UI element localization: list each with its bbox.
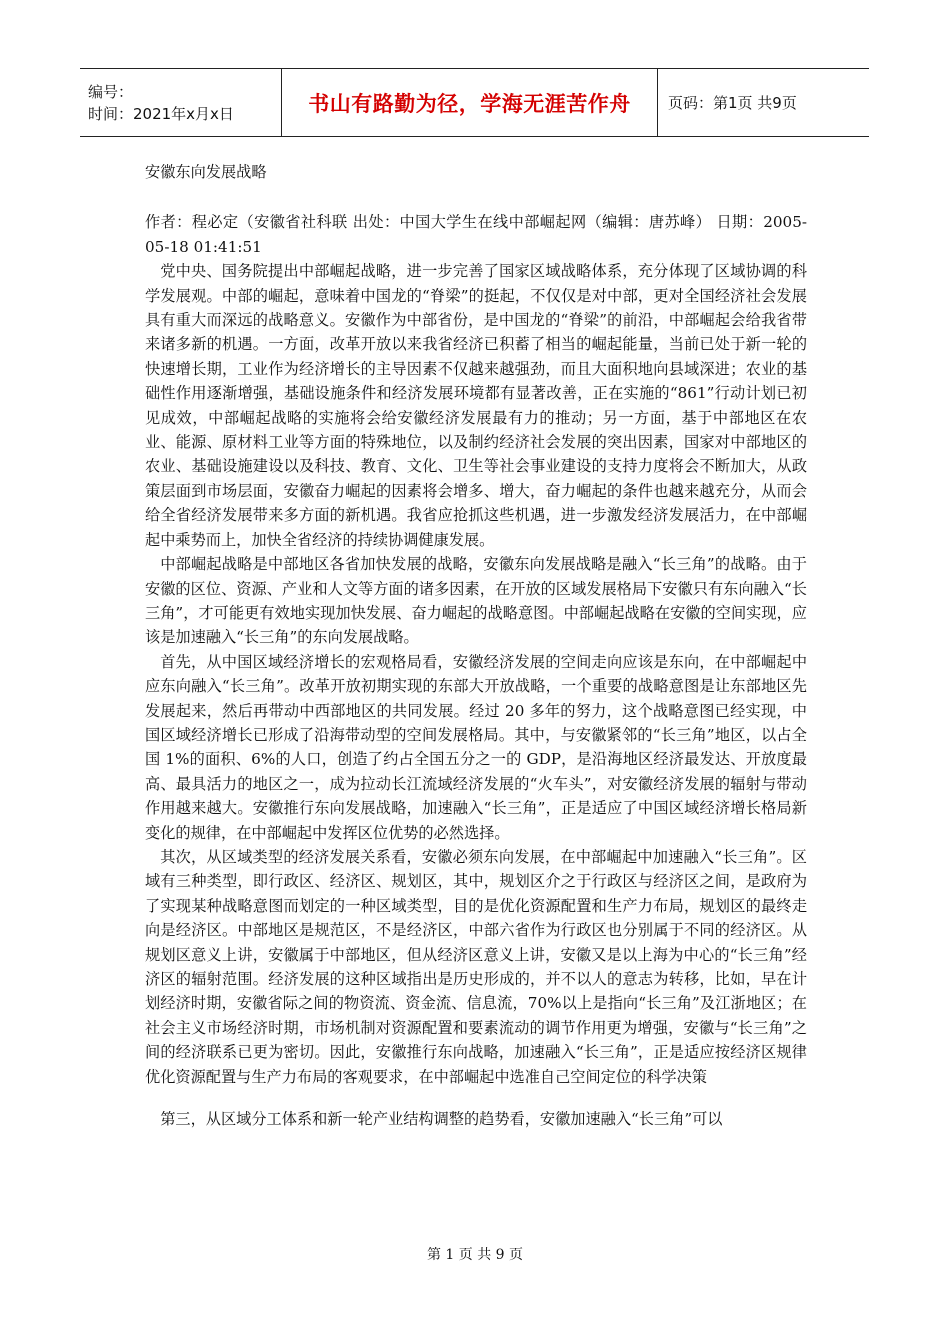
paragraph: 首先，从中国区域经济增长的宏观格局看，安徽经济发展的空间走向应该是东向，在中部崛起中应东向融入“长三角”。改革开放初期实现的东部大开放战略，一个重要的战略意图是让东部地区先发展起来，然后再带动中西部地区的共同发展。经过 20 多年的努力，这个战略意图已经实现，中国区域经济增长已形成了沿海带动型的空间发展格局。其中，与安徽紧邻的“长三角”地区，以占全国 1%的面积、6%的人口，创造了约占全国五分之一的 GDP，是沿海地区经济最发达、开放度最高、最具活力的地区之一，成为拉动长江流域经济发展的“火车头”，对安徽经济发展的辐射与带动作用越来越大。安徽推行东向发展战略，加速融入“长三角”，正是适应了中国区域经济增长格局新变化的规律，在中部崛起中发挥区位优势的必然选择。 xyxy=(145,652,807,842)
header-meta xyxy=(80,69,282,136)
header-motto: 书山有路勤为径，学海无涯苦作舟 xyxy=(308,91,631,116)
document-date: 时间：2021年x月x日 xyxy=(88,104,234,123)
footer-page-number: 第 1 页 共 9 页 xyxy=(426,1247,524,1263)
page-footer xyxy=(0,1244,950,1264)
document-title: 安徽东向发展战略 xyxy=(145,163,267,181)
paragraph: 中部崛起战略是中部地区各省加快发展的战略，安徽东向发展战略是融入“长三角”的战略。由于安徽的区位、资源、产业和人文等方面的诸多因素，在开放的区域发展格局下安徽只有东向融入“长三角”，才可能更有效地实现加快发展、奋力崛起的战略意图。中部崛起战略在安徽的空间实现，应该是加速融入“长三角”的东向发展战略。 xyxy=(145,555,807,647)
document-body xyxy=(145,160,807,1131)
document-code-label: 编号： xyxy=(88,82,134,101)
paragraph-last-line: 第三，从区域分工体系和新一轮产业结构调整的趋势看，安徽加速融入“长三角”可以 xyxy=(160,1110,723,1129)
paragraph: 党中央、国务院提出中部崛起战略，进一步完善了国家区域战略体系，充分体现了区域协调的科学发展观。中部的崛起，意味着中国龙的“脊梁”的挺起，不仅仅是对中部，更对全国经济社会发展具有重大而深远的战略意义。安徽作为中部省份，是中国龙的“脊梁”的前沿，中部崛起会给我省带来诸多新的机遇。一方面，改革开放以来我省经济已积蓄了相当的崛起能量，当前已处于新一轮的快速增长期，工业作为经济增长的主导因素不仅越来越强劲，而且大面积地向县域深进；农业的基础性作用逐渐增强，基础设施条件和经济发展环境都有显著改善，正在实施的“861”行动计划已初见成效，中部崛起战略的实施将会给安徽经济发展最有力的推动；另一方面，基于中部地区在农业、能源、原材料工业等方面的特殊地位，以及制约经济社会发展的突出因素，国家对中部地区的农业、基础设施建设以及科技、教育、文化、卫生等社会事业建设的支持力度将会不断加大，从政策层面到市场层面，安徽奋力崛起的因素将会增多、增大，奋力崛起的条件也越来越充分，从而会给全省经济发展带来多方面的新机遇。我省应抢抓这些机遇，进一步激发经济发展活力，在中部崛起中乘势而上，加快全省经济的持续协调健康发展。 xyxy=(145,262,807,549)
paragraph: 其次，从区域类型的经济发展关系看，安徽必须东向发展，在中部崛起中加速融入“长三角”。区域有三种类型，即行政区、经济区、规划区，其中，规划区介之于行政区与经济区之间，是政府为了实现某种战略意图而划定的一种区域类型，目的是优化资源配置和生产力布局，规划区的最终走向是经济区。中部地区是规范区，不是经济区，中部六省作为行政区也分别属于不同的经济区。从规划区意义上讲，安徽属于中部地区，但从经济区意义上讲，安徽又是以上海为中心的“长三角”经济区的辐射范围。经济发展的这种区域指出是历史形成的，并不以人的意志为转移，比如，早在计划经济时期，安徽省际之间的物资流、资金流、信息流，70%以上是指向“长三角”及江浙地区；在社会主义市场经济时期，市场机制对资源配置和要素流动的调节作用更为增强，安徽与“长三角”之间的经济联系已更为密切。因此，安徽推行东向战略，加速融入“长三角”，正是适应按经济区规律优化资源配置与生产力布局的客观要求，在中部崛起中选准自己空间定位的科学决策 xyxy=(145,847,807,1086)
header-page-info: 页码：第1页 共9页 xyxy=(668,94,797,112)
header-page-cell xyxy=(658,69,869,136)
document-byline: 作者：程必定（安徽省社科联 出处：中国大学生在线中部崛起网（编辑：唐苏峰） 日期：2005-05-18 01:41:51 xyxy=(145,213,807,256)
page-header xyxy=(80,68,869,137)
header-motto-cell xyxy=(282,69,658,136)
